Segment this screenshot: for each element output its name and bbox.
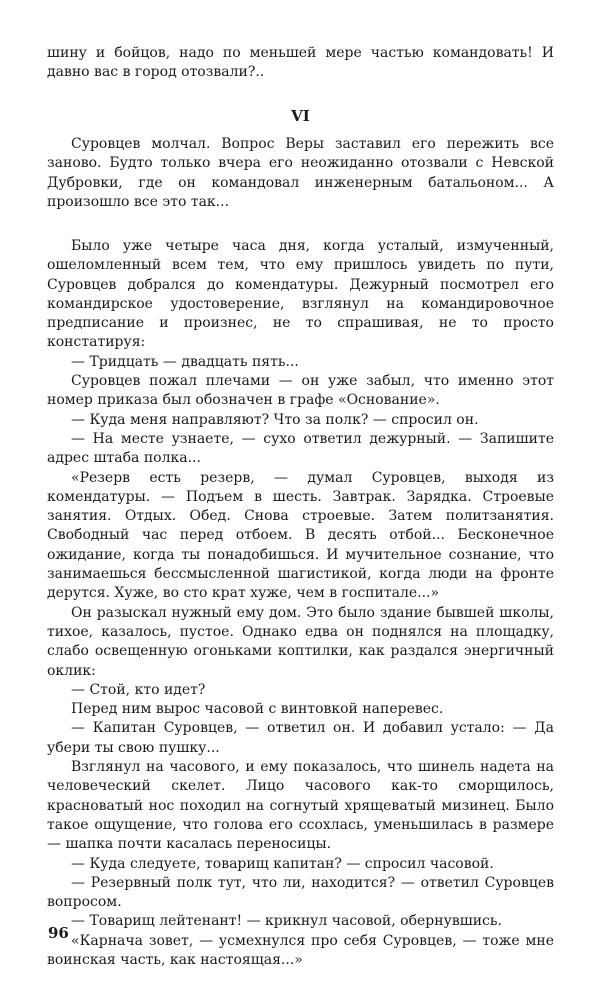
paragraph: Взглянул на часового, и ему показалось, что шинель надета на человеческий скелет. Лицо часового как-то сморщилось, красноватый нос походил на согнутый хрящеватый мизинец. Было такое ощущение, что голова его ссохлась, уменьшилась в размере — шапка почти касалась переносицы.: [47, 759, 554, 853]
paragraph: — Куда следуете, товарищ капитан? — спросил часовой.: [71, 855, 494, 872]
intro-text-block: [47, 135, 554, 212]
paragraph: Было уже четыре часа дня, когда усталый, измученный, ошеломленный всем тем, что ему пришлось увидеть по пути, Суровцев добрался до комендатуры. Дежурный посмотрел его командирское удостоверение, взглянул на командировочное предписание и произнес, не то спрашивая, не то просто констатируя:: [47, 238, 554, 351]
paragraph: — На месте узнаете, — сухо ответил дежурный. — Запишите адрес штаба полка...: [47, 430, 554, 467]
chapter-heading: VI: [291, 107, 310, 125]
paragraph: Перед ним вырос часовой с винтовкой наперевес.: [71, 701, 444, 718]
intro-paragraph: Суровцев молчал. Вопрос Веры заставил его пережить все заново. Будто только вчера его неожиданно отозвали с Невской Дубровки, где он командовал инженерным батальоном... А произошло все это так...: [47, 136, 554, 210]
paragraph: — Тридцать — двадцать пять...: [71, 353, 299, 370]
paragraph: Суровцев пожал плечами — он уже забыл, что именно этот номер приказа был обозначен в графе «Основание».: [47, 373, 554, 409]
chapter-heading-block: [47, 106, 554, 126]
paragraph: — Стой, кто идет?: [71, 681, 206, 698]
paragraph: — Резервный полк тут, что ли, находится? — ответил Суровцев вопросом.: [47, 874, 554, 911]
paragraph: — Товарищ лейтенант! — крикнул часовой, обернувшись.: [71, 913, 502, 930]
paragraph: «Резерв есть резерв, — думал Суровцев, выходя из комендатуры. — Подъем в шесть. Завтрак. Зарядка. Строевые занятия. Отдых. Обед. Снова строевые. Затем политзанятия. Свободный час перед отбоем. В десять отбой... Бесконечное ожидание, когда ты понадобишься. И мучительное сознание, что занимаешься бессмысленной шагистикой, когда люди на фронте дерутся. Хуже, во сто крат хуже, чем в госпитале...»: [47, 469, 554, 602]
page-number: 96: [48, 924, 69, 942]
top-text-block: [47, 44, 554, 83]
top-paragraph: шину и бойцов, надо по меньшей мере частью командовать! И давно вас в город отозвали?..: [47, 45, 554, 81]
paragraph: — Капитан Суровцев, — ответил он. И добавил устало: — Да убери ты свою пушку...: [47, 720, 554, 756]
paragraph: — Куда меня направляют? Что за полк? — спросил он.: [71, 411, 479, 428]
main-text-block: [47, 237, 554, 970]
paragraph: Он разыскал нужный ему дом. Это было здание бывшей школы, тихое, казалось, пустое. Однако едва он поднялся на площадку, слабо освещенную огоньками коптилки, как раздался энергичный оклик:: [47, 604, 554, 679]
paragraph: «Карнача зовет, — усмехнулся про себя Суровцев, — тоже мне воинская часть, как настоящая...»: [47, 932, 554, 968]
